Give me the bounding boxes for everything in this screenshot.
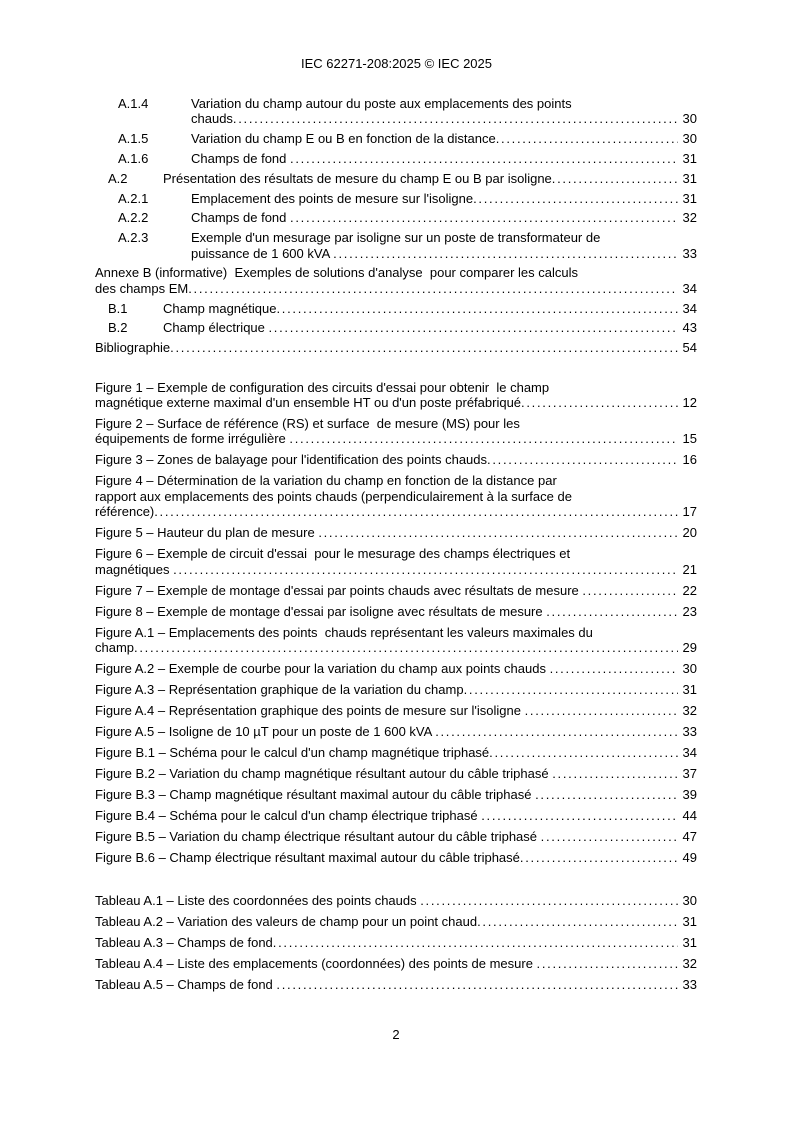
toc-entry-text: Figure 7 – Exemple de montage d'essai par points chauds avec résultats de mesure xyxy=(95,582,583,598)
toc-line xyxy=(95,935,697,950)
page-ref: 30 xyxy=(682,131,697,147)
toc-line xyxy=(95,265,697,280)
dot-leader xyxy=(134,640,678,655)
toc-entry-text: Figure B.6 – Champ électrique résultant maximal autour du câble triphasé xyxy=(95,850,520,866)
toc-line xyxy=(95,380,697,395)
toc-entry xyxy=(95,935,697,950)
toc-line xyxy=(191,96,697,111)
toc-entry-text: puissance de 1 600 kVA xyxy=(191,245,334,261)
page-header: IEC 62271-208:2025 © IEC 2025 xyxy=(301,56,492,71)
page-ref: 16 xyxy=(682,452,697,468)
page-ref: 32 xyxy=(682,956,697,972)
dot-leader xyxy=(582,583,677,598)
page-ref: 12 xyxy=(682,395,697,410)
toc-line xyxy=(95,546,697,561)
toc-entry-text: Variation du champ E ou B en fonction de la distance xyxy=(191,131,496,147)
toc-entry xyxy=(95,380,697,411)
dot-leader xyxy=(537,956,678,971)
dot-leader xyxy=(552,171,678,186)
dot-leader xyxy=(269,320,678,335)
toc-entry-text: Figure B.4 – Schéma pour le calcul d'un champ électrique triphasé xyxy=(95,808,482,824)
dot-leader xyxy=(420,893,677,908)
toc-line xyxy=(95,787,697,802)
toc-line xyxy=(95,395,697,410)
toc-line xyxy=(95,893,697,908)
toc-line xyxy=(163,301,697,316)
toc-entry-text: Présentation des résultats de mesure du champ E ou B par isoligne xyxy=(163,170,552,186)
toc-entry-text: Figure B.1 – Schéma pour le calcul d'un champ magnétique triphasé xyxy=(95,745,490,761)
toc-entry xyxy=(95,766,697,781)
toc-entry xyxy=(95,625,697,656)
toc-entry-text: Figure B.3 – Champ magnétique résultant maximal autour du câble triphasé xyxy=(95,787,536,803)
toc-entry xyxy=(95,416,697,447)
page-ref: 44 xyxy=(682,808,697,824)
dot-leader xyxy=(290,210,678,225)
page-ref: 33 xyxy=(682,724,697,740)
dot-leader xyxy=(520,850,678,865)
page-ref: 22 xyxy=(682,582,697,598)
toc-line xyxy=(191,131,697,146)
toc-line xyxy=(95,604,697,619)
page-ref: 30 xyxy=(682,661,697,677)
dot-leader xyxy=(333,246,677,261)
toc-entry-text: des champs EM xyxy=(95,280,189,296)
toc-entry-text: Tableau A.1 – Liste des coordonnées des points chauds xyxy=(95,893,421,909)
page-ref: 20 xyxy=(682,525,697,541)
toc-entry-text: Tableau A.2 – Variation des valeurs de champ pour un point chaud xyxy=(95,914,478,930)
toc-line xyxy=(95,416,697,431)
toc-entry-text: Figure 2 – Surface de référence (RS) et surface de mesure (MS) pour les xyxy=(95,416,520,431)
toc-entry-label: A.2 xyxy=(108,170,128,186)
page-ref: 34 xyxy=(682,280,697,296)
dot-leader xyxy=(525,703,678,718)
page-ref: 34 xyxy=(682,745,697,761)
page-ref: 29 xyxy=(682,640,697,656)
toc-line xyxy=(95,473,697,488)
toc-entry xyxy=(95,191,697,206)
toc-entry-text: Exemple d'un mesurage par isoligne sur un poste de transformateur de xyxy=(191,230,601,246)
page-ref: 39 xyxy=(682,787,697,803)
page-ref: 17 xyxy=(682,504,697,520)
dot-leader xyxy=(154,504,677,519)
toc-line xyxy=(95,745,697,760)
toc-entry xyxy=(95,320,697,335)
toc-entry xyxy=(95,724,697,739)
toc-line xyxy=(95,583,697,598)
toc-entry-text: équipements de forme irrégulière xyxy=(95,431,290,447)
page-ref: 21 xyxy=(682,561,697,577)
toc-entry xyxy=(95,525,697,540)
toc-entry-text: Champs de fond xyxy=(191,210,291,226)
toc-entry-text: magnétiques xyxy=(95,561,174,577)
toc-entry-text: référence) xyxy=(95,504,155,520)
toc-entry xyxy=(95,583,697,598)
dot-leader xyxy=(435,724,677,739)
dot-leader xyxy=(541,829,678,844)
page-ref: 33 xyxy=(682,977,697,993)
dot-leader xyxy=(546,604,677,619)
toc-entry xyxy=(95,850,697,865)
dot-leader xyxy=(318,525,677,540)
dot-leader xyxy=(464,682,678,697)
dot-leader xyxy=(473,191,677,206)
toc-entry xyxy=(95,151,697,166)
toc-entry-label: A.2.2 xyxy=(118,210,149,226)
toc-entry xyxy=(95,977,697,992)
toc-entry-text: Champ électrique xyxy=(163,320,269,336)
toc-entry xyxy=(95,131,697,146)
page-ref: 31 xyxy=(682,935,697,951)
toc-line xyxy=(191,111,697,126)
toc-entry-text: Figure 4 – Détermination de la variation du champ en fonction de la distance par xyxy=(95,473,557,489)
toc-entry-text: Tableau A.5 – Champs de fond xyxy=(95,977,277,993)
page-ref: 30 xyxy=(682,893,697,909)
page-ref: 30 xyxy=(682,111,697,127)
toc-line xyxy=(95,452,697,467)
toc-entry xyxy=(95,787,697,802)
dot-leader xyxy=(477,914,677,929)
page-ref: 43 xyxy=(682,320,697,336)
toc-entry-text: Figure B.5 – Variation du champ électrique résultant autour du câble triphasé xyxy=(95,829,541,845)
toc-entry-label: A.2.3 xyxy=(118,230,149,246)
toc-line xyxy=(95,340,697,355)
toc-entry-text: Figure A.5 – Isoligne de 10 µT pour un poste de 1 600 kVA xyxy=(95,724,436,740)
dot-leader xyxy=(170,340,677,355)
toc-entry-text: Bibliographie xyxy=(95,340,171,356)
page-ref: 31 xyxy=(682,682,697,698)
toc-entry-text: Figure 8 – Exemple de montage d'essai par isoligne avec résultats de mesure xyxy=(95,603,547,619)
toc-line xyxy=(191,210,697,225)
page-ref: 32 xyxy=(682,210,697,226)
dot-leader xyxy=(552,766,677,781)
page-number-footer: 2 xyxy=(392,1026,400,1042)
toc-entry-label: B.1 xyxy=(108,300,128,316)
toc-entry-text: Annexe B (informative) Exemples de solutions d'analyse pour comparer les calculs xyxy=(95,265,578,281)
toc-entry xyxy=(95,473,697,519)
toc-entry-text: magnétique externe maximal d'un ensemble HT ou d'un poste préfabriqué xyxy=(95,395,522,410)
toc-line xyxy=(95,829,697,844)
toc-entry-label: A.2.1 xyxy=(118,190,149,206)
toc-line xyxy=(191,151,697,166)
toc-entry xyxy=(95,745,697,760)
toc-line xyxy=(95,724,697,739)
toc-entry-text: Figure A.3 – Représentation graphique de la variation du champ xyxy=(95,682,464,698)
page-ref: 33 xyxy=(682,245,697,261)
dot-leader xyxy=(489,745,677,760)
page-ref: 31 xyxy=(682,190,697,206)
dot-leader xyxy=(289,431,677,446)
toc-entry-text: Tableau A.3 – Champs de fond xyxy=(95,935,273,951)
toc-line xyxy=(95,562,697,577)
toc-entry-text: Figure 3 – Zones de balayage pour l'identification des points chauds xyxy=(95,452,488,468)
toc-entry xyxy=(95,808,697,823)
toc-line xyxy=(95,640,697,655)
toc-line xyxy=(95,914,697,929)
toc-line xyxy=(163,320,697,335)
toc-line xyxy=(95,850,697,865)
toc-entry-text: Figure 6 – Exemple de circuit d'essai pour le mesurage des champs électriques et xyxy=(95,546,571,562)
toc-entry-text: champ xyxy=(95,640,135,656)
dot-leader xyxy=(276,977,677,992)
toc-entry xyxy=(95,301,697,316)
page-ref: 49 xyxy=(682,850,697,866)
toc-line xyxy=(191,191,697,206)
toc-content xyxy=(95,96,697,1042)
toc-entry xyxy=(95,829,697,844)
page-ref: 54 xyxy=(682,340,697,356)
toc-line xyxy=(95,956,697,971)
toc-line xyxy=(95,661,697,676)
toc-entry xyxy=(95,171,697,186)
dot-leader xyxy=(273,935,678,950)
page-ref: 47 xyxy=(682,829,697,845)
toc-entry-label: A.1.4 xyxy=(118,96,149,111)
toc-entry xyxy=(95,265,697,296)
toc-entry xyxy=(95,604,697,619)
toc-entry-text: Emplacement des points de mesure sur l'isoligne xyxy=(191,190,474,206)
dot-leader xyxy=(535,787,677,802)
page-ref: 23 xyxy=(682,603,697,619)
toc-entry xyxy=(95,956,697,971)
toc-line xyxy=(95,766,697,781)
toc-line xyxy=(163,171,697,186)
toc-entry xyxy=(95,703,697,718)
toc-entry-text: Figure 5 – Hauteur du plan de mesure xyxy=(95,525,319,541)
toc-entry-text: rapport aux emplacements des points chauds (perpendiculairement à la surface de xyxy=(95,488,572,504)
toc-line xyxy=(191,246,697,261)
toc-entry xyxy=(95,914,697,929)
toc-tables-section xyxy=(95,893,697,992)
toc-entry xyxy=(95,452,697,467)
toc-entry-text: Figure A.2 – Exemple de courbe pour la variation du champ aux points chauds xyxy=(95,661,550,677)
toc-entry-text: Champs de fond xyxy=(191,151,291,166)
dot-leader xyxy=(173,562,677,577)
toc-entry xyxy=(95,340,697,355)
toc-line xyxy=(95,977,697,992)
page-ref: 34 xyxy=(682,300,697,316)
page-ref: 15 xyxy=(682,431,697,447)
dot-leader xyxy=(481,808,677,823)
toc-line xyxy=(95,625,697,640)
toc-entry-text: Figure B.2 – Variation du champ magnétique résultant autour du câble triphasé xyxy=(95,766,553,782)
toc-line xyxy=(95,281,697,296)
toc-entry-label: A.1.6 xyxy=(118,151,149,166)
dot-leader xyxy=(550,661,678,676)
page-ref: 31 xyxy=(682,914,697,930)
toc-line xyxy=(95,703,697,718)
toc-entry xyxy=(95,893,697,908)
toc-entry-text: Figure A.1 – Emplacements des points chauds représentant les valeurs maximales du xyxy=(95,624,593,640)
toc-line xyxy=(95,489,697,504)
toc-line xyxy=(95,431,697,446)
toc-entry xyxy=(95,210,697,225)
toc-line xyxy=(191,230,697,245)
toc-line xyxy=(95,504,697,519)
toc-line xyxy=(95,682,697,697)
toc-figures-section xyxy=(95,380,697,866)
toc-entry xyxy=(95,661,697,676)
dot-leader xyxy=(188,281,677,296)
toc-entry-text: Figure 1 – Exemple de configuration des circuits d'essai pour obtenir le champ xyxy=(95,379,550,395)
dot-leader xyxy=(233,111,678,126)
toc-entry-label: A.1.5 xyxy=(118,131,149,147)
page-ref: 37 xyxy=(682,766,697,782)
toc-entry xyxy=(95,682,697,697)
toc-entry-text: Champ magnétique xyxy=(163,300,277,316)
dot-leader xyxy=(276,301,677,316)
page-ref: 31 xyxy=(682,170,697,186)
toc-entry-label: B.2 xyxy=(108,320,128,336)
dot-leader xyxy=(521,395,677,410)
page-ref: 31 xyxy=(682,151,697,166)
toc-main-section xyxy=(95,96,697,356)
dot-leader xyxy=(496,131,678,146)
toc-entry xyxy=(95,96,697,127)
toc-entry-text: Figure A.4 – Représentation graphique des points de mesure sur l'isoligne xyxy=(95,703,525,719)
toc-entry-text: Tableau A.4 – Liste des emplacements (coordonnées) des points de mesure xyxy=(95,956,537,972)
toc-line xyxy=(95,808,697,823)
toc-entry xyxy=(95,546,697,577)
toc-entry-text: Variation du champ autour du poste aux emplacements des points xyxy=(191,96,572,111)
dot-leader xyxy=(290,151,678,166)
toc-entry-text: chauds xyxy=(191,111,233,127)
toc-entry xyxy=(95,230,697,261)
toc-line xyxy=(95,525,697,540)
dot-leader xyxy=(487,452,678,467)
page-ref: 32 xyxy=(682,703,697,719)
